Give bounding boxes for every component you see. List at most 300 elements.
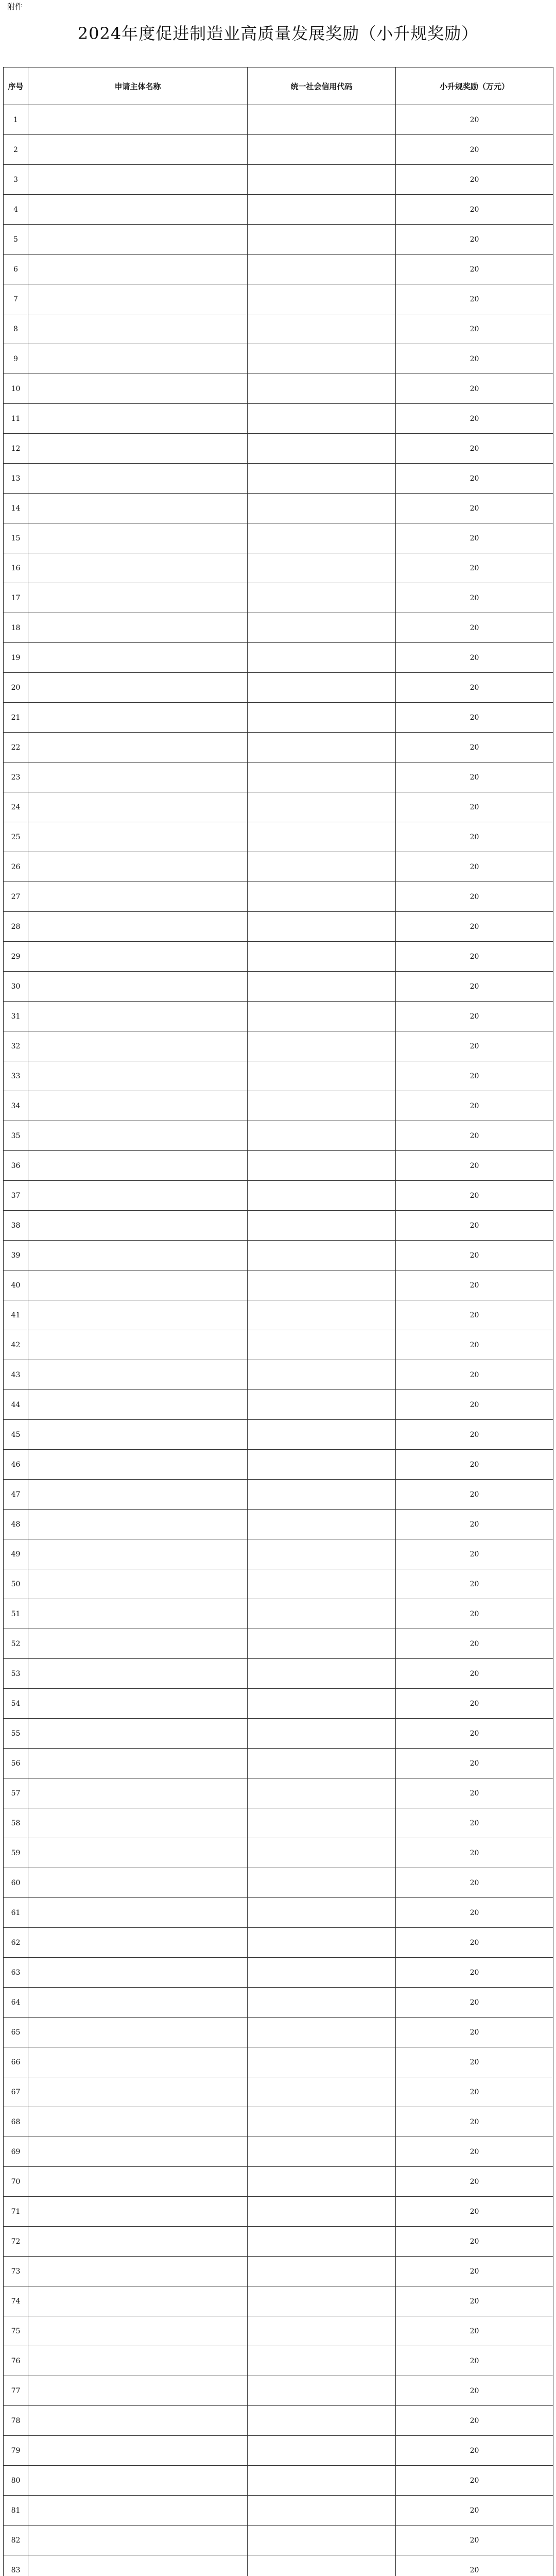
applicant-name bbox=[28, 1330, 248, 1360]
award-amount: 20 bbox=[396, 434, 553, 464]
table-row bbox=[4, 494, 553, 523]
credit-code bbox=[248, 1480, 396, 1510]
applicant-name bbox=[28, 2197, 248, 2227]
credit-code bbox=[248, 1091, 396, 1121]
award-amount: 20 bbox=[396, 1121, 553, 1151]
credit-code bbox=[248, 2018, 396, 2047]
credit-code bbox=[248, 1838, 396, 1868]
award-amount: 20 bbox=[396, 1480, 553, 1510]
applicant-name bbox=[28, 1360, 248, 1390]
table-row bbox=[4, 1002, 553, 1031]
table-row bbox=[4, 2376, 553, 2406]
credit-code bbox=[248, 1928, 396, 1958]
award-amount: 20 bbox=[396, 1838, 553, 1868]
credit-code bbox=[248, 2167, 396, 2197]
applicant-name bbox=[28, 135, 248, 165]
applicant-name bbox=[28, 583, 248, 613]
table-row bbox=[4, 1121, 553, 1151]
credit-code bbox=[248, 1629, 396, 1659]
table-row bbox=[4, 1868, 553, 1898]
award-amount: 20 bbox=[396, 882, 553, 912]
applicant-name bbox=[28, 703, 248, 733]
page-title: 2024年度促进制造业高质量发展奖励（小升规奖励） bbox=[77, 24, 479, 43]
credit-code bbox=[248, 1898, 396, 1928]
credit-code bbox=[248, 613, 396, 643]
award-amount: 20 bbox=[396, 1241, 553, 1270]
credit-code bbox=[248, 1749, 396, 1778]
table-row bbox=[4, 2555, 553, 2576]
credit-code bbox=[248, 2286, 396, 2316]
table-row bbox=[4, 1838, 553, 1868]
row-number: 17 bbox=[4, 583, 28, 613]
row-number: 80 bbox=[4, 2466, 28, 2496]
table-row bbox=[4, 1778, 553, 1808]
row-number: 12 bbox=[4, 434, 28, 464]
award-amount: 20 bbox=[396, 852, 553, 882]
table-row bbox=[4, 1510, 553, 1539]
table-row bbox=[4, 942, 553, 972]
applicant-name bbox=[28, 942, 248, 972]
table-row bbox=[4, 2107, 553, 2137]
applicant-name bbox=[28, 1091, 248, 1121]
table-row bbox=[4, 792, 553, 822]
credit-code bbox=[248, 374, 396, 404]
award-amount: 20 bbox=[396, 1061, 553, 1091]
row-number: 51 bbox=[4, 1599, 28, 1629]
row-number: 35 bbox=[4, 1121, 28, 1151]
credit-code bbox=[248, 1270, 396, 1300]
credit-code bbox=[248, 553, 396, 583]
award-amount: 20 bbox=[396, 284, 553, 314]
table-row bbox=[4, 1749, 553, 1778]
award-amount: 20 bbox=[396, 1569, 553, 1599]
row-number: 79 bbox=[4, 2436, 28, 2466]
applicant-name bbox=[28, 1689, 248, 1719]
credit-code bbox=[248, 2346, 396, 2376]
award-amount: 20 bbox=[396, 1330, 553, 1360]
credit-code bbox=[248, 523, 396, 553]
row-number: 38 bbox=[4, 1211, 28, 1241]
award-amount: 20 bbox=[396, 1211, 553, 1241]
credit-code bbox=[248, 703, 396, 733]
row-number: 55 bbox=[4, 1719, 28, 1749]
award-amount: 20 bbox=[396, 2018, 553, 2047]
credit-code bbox=[248, 2436, 396, 2466]
credit-code bbox=[248, 1360, 396, 1390]
row-number: 41 bbox=[4, 1300, 28, 1330]
applicant-name bbox=[28, 2018, 248, 2047]
applicant-name bbox=[28, 1659, 248, 1689]
row-number: 27 bbox=[4, 882, 28, 912]
applicant-name bbox=[28, 1031, 248, 1061]
credit-code bbox=[248, 1121, 396, 1151]
applicant-name bbox=[28, 1510, 248, 1539]
award-amount: 20 bbox=[396, 2316, 553, 2346]
table-row bbox=[4, 165, 553, 195]
award-amount: 20 bbox=[396, 1988, 553, 2018]
award-amount: 20 bbox=[396, 1300, 553, 1330]
row-number: 3 bbox=[4, 165, 28, 195]
credit-code bbox=[248, 1808, 396, 1838]
applicant-name bbox=[28, 1480, 248, 1510]
credit-code bbox=[248, 135, 396, 165]
row-number: 72 bbox=[4, 2227, 28, 2257]
credit-code bbox=[248, 1539, 396, 1569]
table-row bbox=[4, 2286, 553, 2316]
applicant-name bbox=[28, 1778, 248, 1808]
applicant-name bbox=[28, 314, 248, 344]
table-row bbox=[4, 1599, 553, 1629]
table-row bbox=[4, 1569, 553, 1599]
applicant-name bbox=[28, 1121, 248, 1151]
award-amount: 20 bbox=[396, 2436, 553, 2466]
row-number: 26 bbox=[4, 852, 28, 882]
credit-code bbox=[248, 942, 396, 972]
credit-code bbox=[248, 1002, 396, 1031]
award-amount: 20 bbox=[396, 374, 553, 404]
table-row bbox=[4, 344, 553, 374]
applicant-name bbox=[28, 1898, 248, 1928]
table-row bbox=[4, 2257, 553, 2286]
row-number: 82 bbox=[4, 2526, 28, 2555]
credit-code bbox=[248, 1659, 396, 1689]
table-row bbox=[4, 255, 553, 284]
credit-code bbox=[248, 762, 396, 792]
award-amount: 20 bbox=[396, 912, 553, 942]
applicant-name bbox=[28, 1569, 248, 1599]
table-row bbox=[4, 1211, 553, 1241]
table-row bbox=[4, 2018, 553, 2047]
award-amount: 20 bbox=[396, 1898, 553, 1928]
applicant-name bbox=[28, 255, 248, 284]
award-amount: 20 bbox=[396, 165, 553, 195]
award-amount: 20 bbox=[396, 2227, 553, 2257]
credit-code bbox=[248, 105, 396, 135]
table-row bbox=[4, 1539, 553, 1569]
award-amount: 20 bbox=[396, 1749, 553, 1778]
column-header-credit-code: 统一社会信用代码 bbox=[248, 67, 396, 105]
applicant-name bbox=[28, 972, 248, 1002]
table-row bbox=[4, 972, 553, 1002]
row-number: 30 bbox=[4, 972, 28, 1002]
table-row bbox=[4, 2077, 553, 2107]
row-number: 77 bbox=[4, 2376, 28, 2406]
row-number: 1 bbox=[4, 105, 28, 135]
credit-code bbox=[248, 1061, 396, 1091]
applicant-name bbox=[28, 2376, 248, 2406]
award-amount: 20 bbox=[396, 2376, 553, 2406]
award-amount: 20 bbox=[396, 135, 553, 165]
credit-code bbox=[248, 1450, 396, 1480]
credit-code bbox=[248, 1958, 396, 1988]
table-row bbox=[4, 2406, 553, 2436]
table-row bbox=[4, 2526, 553, 2555]
row-number: 40 bbox=[4, 1270, 28, 1300]
table-row bbox=[4, 1151, 553, 1181]
applicant-name bbox=[28, 1599, 248, 1629]
applicant-name bbox=[28, 2107, 248, 2137]
table-row bbox=[4, 613, 553, 643]
award-amount: 20 bbox=[396, 2107, 553, 2137]
applicant-name bbox=[28, 1270, 248, 1300]
row-number: 19 bbox=[4, 643, 28, 673]
row-number: 31 bbox=[4, 1002, 28, 1031]
table-row bbox=[4, 404, 553, 434]
row-number: 25 bbox=[4, 822, 28, 852]
applicant-name bbox=[28, 1300, 248, 1330]
table-row bbox=[4, 2047, 553, 2077]
table-row bbox=[4, 852, 553, 882]
applicant-name bbox=[28, 1719, 248, 1749]
table-row bbox=[4, 762, 553, 792]
applicant-name bbox=[28, 404, 248, 434]
credit-code bbox=[248, 643, 396, 673]
applicant-name bbox=[28, 195, 248, 225]
applicant-name bbox=[28, 523, 248, 553]
credit-code bbox=[248, 1151, 396, 1181]
award-amount: 20 bbox=[396, 1360, 553, 1390]
credit-code bbox=[248, 1211, 396, 1241]
credit-code bbox=[248, 1241, 396, 1270]
credit-code bbox=[248, 344, 396, 374]
table-row bbox=[4, 2197, 553, 2227]
row-number: 44 bbox=[4, 1390, 28, 1420]
table-row bbox=[4, 1958, 553, 1988]
credit-code bbox=[248, 792, 396, 822]
row-number: 43 bbox=[4, 1360, 28, 1390]
credit-code bbox=[248, 1181, 396, 1211]
table-row bbox=[4, 703, 553, 733]
credit-code bbox=[248, 882, 396, 912]
credit-code bbox=[248, 195, 396, 225]
row-number: 16 bbox=[4, 553, 28, 583]
table-row bbox=[4, 912, 553, 942]
row-number: 37 bbox=[4, 1181, 28, 1211]
applicant-name bbox=[28, 1868, 248, 1898]
award-amount: 20 bbox=[396, 2496, 553, 2526]
row-number: 29 bbox=[4, 942, 28, 972]
row-number: 39 bbox=[4, 1241, 28, 1270]
credit-code bbox=[248, 2137, 396, 2167]
row-number: 5 bbox=[4, 225, 28, 255]
award-amount: 20 bbox=[396, 972, 553, 1002]
row-number: 56 bbox=[4, 1749, 28, 1778]
credit-code bbox=[248, 1778, 396, 1808]
row-number: 14 bbox=[4, 494, 28, 523]
award-amount: 20 bbox=[396, 2197, 553, 2227]
row-number: 74 bbox=[4, 2286, 28, 2316]
row-number: 62 bbox=[4, 1928, 28, 1958]
table-row bbox=[4, 1061, 553, 1091]
award-amount: 20 bbox=[396, 1958, 553, 1988]
table-row bbox=[4, 822, 553, 852]
applicant-name bbox=[28, 2286, 248, 2316]
applicant-name bbox=[28, 762, 248, 792]
row-number: 53 bbox=[4, 1659, 28, 1689]
applicant-name bbox=[28, 2077, 248, 2107]
applicant-name bbox=[28, 2047, 248, 2077]
table-row bbox=[4, 583, 553, 613]
credit-code bbox=[248, 1719, 396, 1749]
row-number: 70 bbox=[4, 2167, 28, 2197]
applicant-name bbox=[28, 165, 248, 195]
credit-code bbox=[248, 822, 396, 852]
table-row bbox=[4, 1420, 553, 1450]
credit-code bbox=[248, 1988, 396, 2018]
credit-code bbox=[248, 1390, 396, 1420]
table-row bbox=[4, 1270, 553, 1300]
applicant-name bbox=[28, 2346, 248, 2376]
row-number: 75 bbox=[4, 2316, 28, 2346]
award-amount: 20 bbox=[396, 464, 553, 494]
table-row bbox=[4, 135, 553, 165]
applicant-name bbox=[28, 852, 248, 882]
credit-code bbox=[248, 2197, 396, 2227]
credit-code bbox=[248, 434, 396, 464]
award-amount: 20 bbox=[396, 1689, 553, 1719]
table-row bbox=[4, 284, 553, 314]
table-row bbox=[4, 882, 553, 912]
award-amount: 20 bbox=[396, 1629, 553, 1659]
award-amount: 20 bbox=[396, 1091, 553, 1121]
applicant-name bbox=[28, 1002, 248, 1031]
row-number: 34 bbox=[4, 1091, 28, 1121]
award-amount: 20 bbox=[396, 792, 553, 822]
applicant-name bbox=[28, 2137, 248, 2167]
row-number: 66 bbox=[4, 2047, 28, 2077]
award-amount: 20 bbox=[396, 1181, 553, 1211]
table-row bbox=[4, 2227, 553, 2257]
applicant-name bbox=[28, 553, 248, 583]
award-amount: 20 bbox=[396, 255, 553, 284]
row-number: 23 bbox=[4, 762, 28, 792]
table-row bbox=[4, 314, 553, 344]
applicant-name bbox=[28, 2466, 248, 2496]
credit-code bbox=[248, 165, 396, 195]
award-amount: 20 bbox=[396, 2286, 553, 2316]
award-amount: 20 bbox=[396, 2137, 553, 2167]
row-number: 67 bbox=[4, 2077, 28, 2107]
column-header-number: 序号 bbox=[4, 67, 28, 105]
award-amount: 20 bbox=[396, 2047, 553, 2077]
credit-code bbox=[248, 225, 396, 255]
row-number: 22 bbox=[4, 733, 28, 762]
table-row bbox=[4, 1330, 553, 1360]
table-body bbox=[4, 105, 553, 2576]
applicant-name bbox=[28, 2555, 248, 2576]
table-row bbox=[4, 225, 553, 255]
table-row bbox=[4, 374, 553, 404]
row-number: 83 bbox=[4, 2555, 28, 2576]
award-amount: 20 bbox=[396, 762, 553, 792]
award-amount: 20 bbox=[396, 1778, 553, 1808]
row-number: 11 bbox=[4, 404, 28, 434]
credit-code bbox=[248, 2047, 396, 2077]
table-row bbox=[4, 1360, 553, 1390]
table-row bbox=[4, 1629, 553, 1659]
credit-code bbox=[248, 2257, 396, 2286]
attachment-label: 附件 bbox=[7, 2, 23, 11]
table-row bbox=[4, 195, 553, 225]
credit-code bbox=[248, 404, 396, 434]
applicant-name bbox=[28, 284, 248, 314]
credit-code bbox=[248, 583, 396, 613]
applicant-name bbox=[28, 1928, 248, 1958]
applicant-name bbox=[28, 105, 248, 135]
table-row bbox=[4, 1480, 553, 1510]
row-number: 42 bbox=[4, 1330, 28, 1360]
applicant-name bbox=[28, 792, 248, 822]
credit-code bbox=[248, 2466, 396, 2496]
row-number: 57 bbox=[4, 1778, 28, 1808]
applicant-name bbox=[28, 912, 248, 942]
applicant-name bbox=[28, 2167, 248, 2197]
row-number: 45 bbox=[4, 1420, 28, 1450]
credit-code bbox=[248, 972, 396, 1002]
applicant-name bbox=[28, 1629, 248, 1659]
applicant-name bbox=[28, 1241, 248, 1270]
table-row bbox=[4, 1300, 553, 1330]
row-number: 78 bbox=[4, 2406, 28, 2436]
table-row bbox=[4, 2496, 553, 2526]
credit-code bbox=[248, 2077, 396, 2107]
row-number: 69 bbox=[4, 2137, 28, 2167]
award-amount: 20 bbox=[396, 583, 553, 613]
award-amount: 20 bbox=[396, 2466, 553, 2496]
table-row bbox=[4, 1898, 553, 1928]
award-amount: 20 bbox=[396, 733, 553, 762]
applicant-name bbox=[28, 1211, 248, 1241]
credit-code bbox=[248, 1868, 396, 1898]
applicant-name bbox=[28, 1420, 248, 1450]
row-number: 33 bbox=[4, 1061, 28, 1091]
credit-code bbox=[248, 2406, 396, 2436]
award-amount: 20 bbox=[396, 1719, 553, 1749]
credit-code bbox=[248, 1599, 396, 1629]
row-number: 15 bbox=[4, 523, 28, 553]
applicant-name bbox=[28, 2316, 248, 2346]
table-row bbox=[4, 673, 553, 703]
credit-code bbox=[248, 1031, 396, 1061]
applicant-name bbox=[28, 1181, 248, 1211]
applicant-name bbox=[28, 1958, 248, 1988]
table-row bbox=[4, 1031, 553, 1061]
applicant-name bbox=[28, 1061, 248, 1091]
row-number: 59 bbox=[4, 1838, 28, 1868]
applicant-name bbox=[28, 1539, 248, 1569]
award-amount: 20 bbox=[396, 1808, 553, 1838]
applicant-name bbox=[28, 2406, 248, 2436]
applicant-name bbox=[28, 434, 248, 464]
award-table bbox=[3, 67, 553, 2576]
table-row bbox=[4, 1390, 553, 1420]
row-number: 81 bbox=[4, 2496, 28, 2526]
row-number: 64 bbox=[4, 1988, 28, 2018]
row-number: 54 bbox=[4, 1689, 28, 1719]
row-number: 18 bbox=[4, 613, 28, 643]
row-number: 73 bbox=[4, 2257, 28, 2286]
table-row bbox=[4, 2436, 553, 2466]
award-amount: 20 bbox=[396, 1510, 553, 1539]
applicant-name bbox=[28, 374, 248, 404]
table-row bbox=[4, 553, 553, 583]
row-number: 58 bbox=[4, 1808, 28, 1838]
table-row bbox=[4, 105, 553, 135]
table-row bbox=[4, 1988, 553, 2018]
table-row bbox=[4, 1450, 553, 1480]
award-amount: 20 bbox=[396, 225, 553, 255]
award-amount: 20 bbox=[396, 942, 553, 972]
